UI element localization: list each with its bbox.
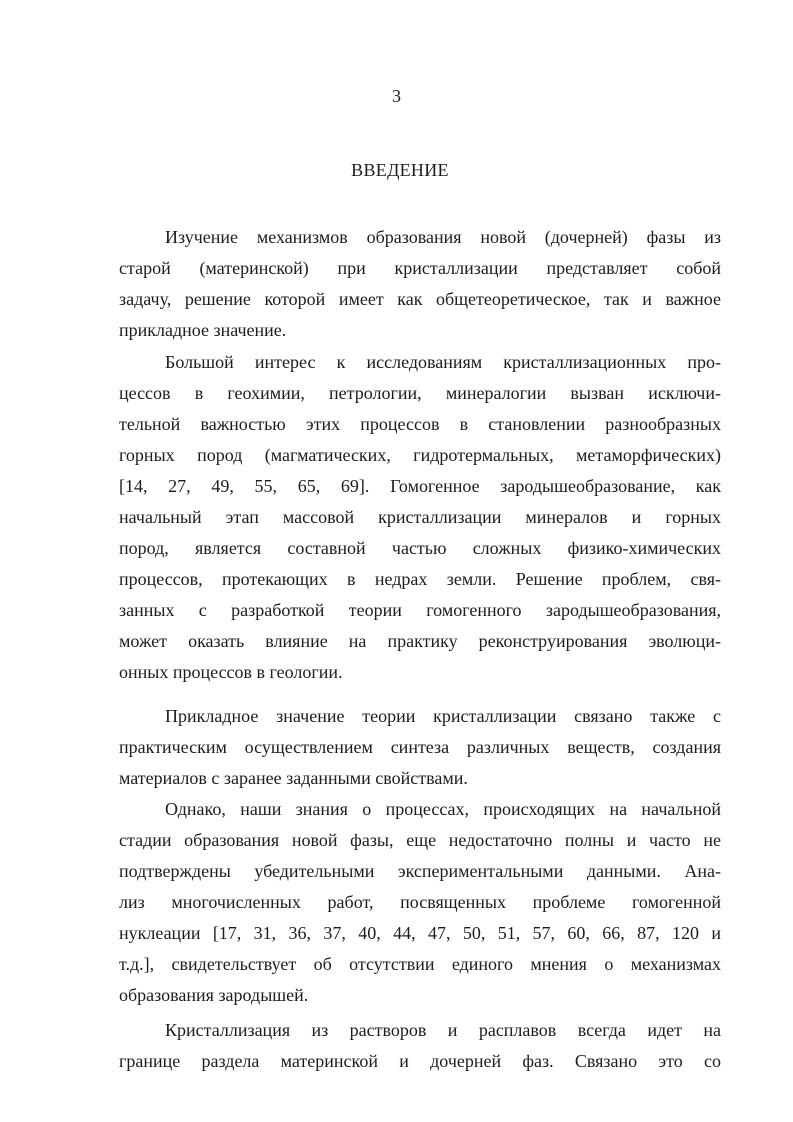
paragraph-line: Однако, наши знания о процессах, происходящих на начальной (165, 799, 721, 819)
section-heading: ВВЕДЕНИЕ (351, 160, 449, 180)
paragraph-line: образования зародышей. (119, 985, 309, 1005)
paragraph-line: пород, является составной частью сложных физико-химических (119, 538, 721, 558)
paragraph-line: Большой интерес к исследованиям кристаллизационных про- (165, 352, 721, 372)
paragraph-line: практическим осуществлением синтеза различных веществ, создания (119, 737, 721, 757)
paragraph-line: онных процессов в геологии. (119, 662, 343, 682)
paragraph-line: старой (материнской) при кристаллизации представляет собой (119, 258, 721, 278)
paragraph-line: Изучение механизмов образования новой (дочерней) фазы из (165, 227, 721, 247)
paragraph-line: может оказать влияние на практику реконструирования эволюци- (119, 631, 721, 651)
paragraph-line: прикладное значение. (119, 320, 287, 340)
paragraph-line: начальный этап массовой кристаллизации минералов и горных (119, 507, 721, 527)
paragraph-line: материалов с заранее заданными свойствами. (119, 768, 468, 788)
page-number: 3 (392, 86, 401, 106)
paragraph-line: горных пород (магматических, гидротермальных, метаморфических) (119, 445, 721, 465)
paragraph-line: процессов, протекающих в недрах земли. Решение проблем, свя- (119, 569, 721, 589)
paragraph-line: тельной важностью этих процессов в становлении разнообразных (119, 414, 721, 434)
paragraph-1 (119, 222, 721, 346)
paragraph-line: цессов в геохимии, петрологии, минералогии вызван исключи- (119, 383, 721, 403)
paragraph-line: границе раздела материнской и дочерней фаз. Связано это со (119, 1051, 721, 1071)
paragraph-2 (119, 347, 721, 688)
paragraph-line: стадии образования новой фазы, еще недостаточно полны и часто не (119, 830, 721, 850)
paragraph-line: нуклеации [17, 31, 36, 37, 40, 44, 47, 50, 51, 57, 60, 66, 87, 120 и (119, 923, 721, 943)
paragraph-line: т.д.], свидетельствует об отсутствии единого мнения о механизмах (119, 954, 721, 974)
paragraph-line: Прикладное значение теории кристаллизации связано также с (165, 706, 721, 726)
paragraph-line: задачу, решение которой имеет как общетеоретическое, так и важное (119, 289, 721, 309)
paragraph-line: занных с разработкой теории гомогенного зародышеобразования, (119, 600, 721, 620)
paragraph-line: Кристаллизация из растворов и расплавов всегда идет на (165, 1020, 721, 1040)
paragraph-3 (119, 701, 721, 794)
paragraph-line: [14, 27, 49, 55, 65, 69]. Гомогенное зародышеобразование, как (119, 476, 721, 496)
paragraph-4 (119, 794, 721, 1011)
paragraph-line: лиз многочисленных работ, посвященных проблеме гомогенной (119, 892, 721, 912)
paragraph-line: подтверждены убедительными экспериментальными данными. Ана- (119, 861, 721, 881)
paragraph-5 (119, 1015, 721, 1077)
